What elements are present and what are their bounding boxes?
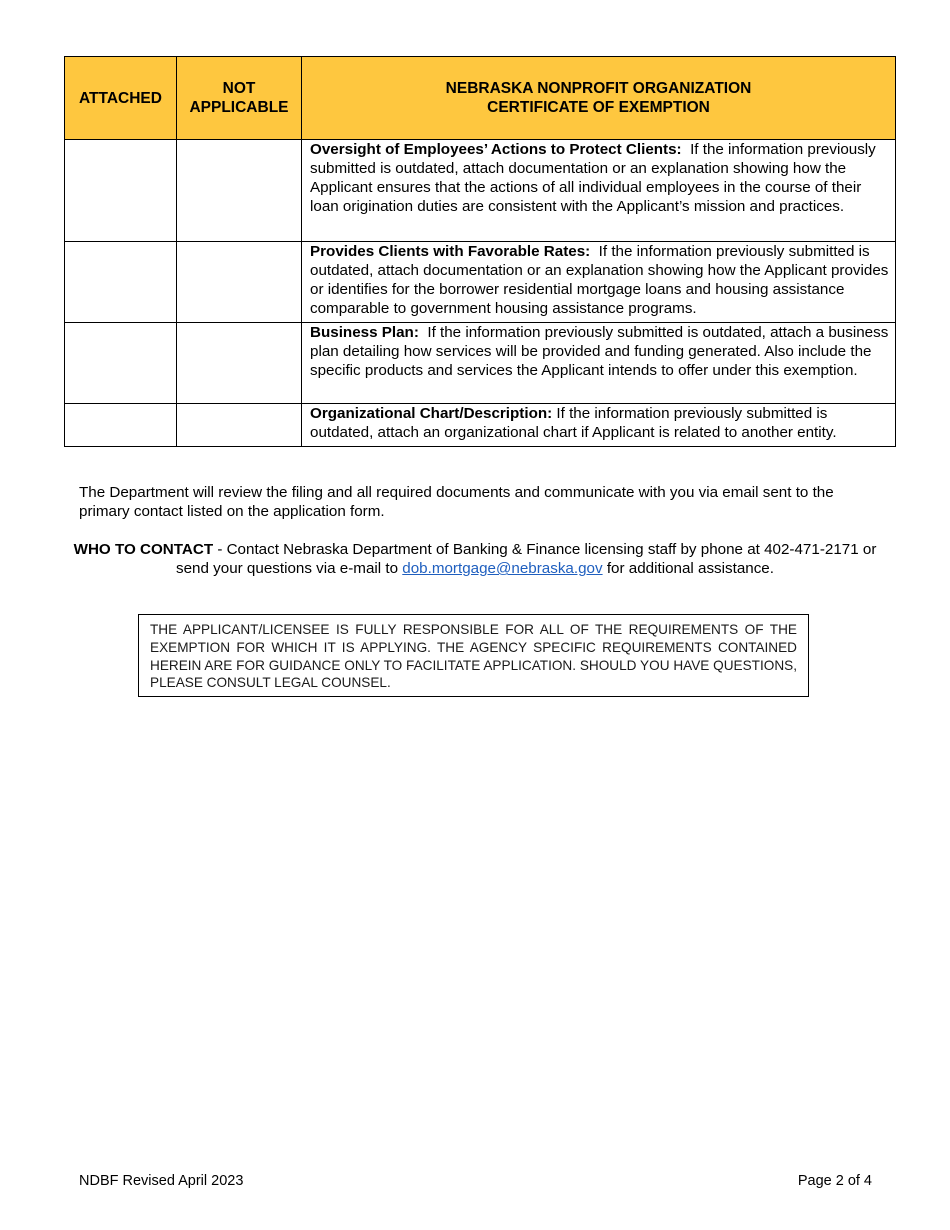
requirement-text: If the information previously submitted is outdated, attach documentation or an explanation showing how the Applicant ensures that the actions of all individual employees in the course of their loan origination duties are consistent with the Applicant’s mission and practices. [310, 141, 876, 215]
requirement-description [302, 323, 896, 404]
attached-column-header [65, 57, 177, 140]
requirement-title: Organizational Chart/Description: [310, 405, 553, 422]
not-applicable-checkbox-cell[interactable] [177, 404, 302, 447]
not-applicable-header-line2: APPLICABLE [189, 99, 289, 116]
requirement-description [302, 242, 896, 323]
table-row [65, 323, 896, 404]
legal-disclaimer-box: THE APPLICANT/LICENSEE IS FULLY RESPONSIBLE FOR ALL OF THE REQUIREMENTS OF THE EXEMPTION FOR WHICH IT IS APPLYING. THE AGENCY SPECIFIC REQUIREMENTS CONTAINED HEREIN ARE FOR GUIDANCE ONLY TO FACILITATE APPLICATION. SHOULD YOU HAVE QUESTIONS, PLEASE CONSULT LEGAL COUNSEL. [138, 614, 809, 697]
requirement-title: Provides Clients with Favorable Rates: [310, 243, 591, 260]
contact-email-link[interactable]: dob.mortgage@nebraska.gov [402, 560, 603, 578]
requirements-table [64, 56, 896, 447]
contact-label: WHO TO CONTACT [73, 541, 214, 559]
requirement-title: Oversight of Employees’ Actions to Protect Clients: [310, 141, 682, 158]
requirement-description [302, 404, 896, 447]
not-applicable-checkbox-cell[interactable] [177, 140, 302, 242]
attached-checkbox-cell[interactable] [65, 242, 177, 323]
review-paragraph: The Department will review the filing and all required documents and communicate with you via email sent to the primary contact listed on the application form. [79, 484, 834, 521]
not-applicable-checkbox-cell[interactable] [177, 323, 302, 404]
table-header-row [65, 57, 896, 140]
attached-header-label: ATTACHED [79, 89, 162, 107]
not-applicable-column-header [177, 57, 302, 140]
footer-revision: NDBF Revised April 2023 [79, 1173, 244, 1189]
table-row [65, 242, 896, 323]
attached-checkbox-cell[interactable] [65, 140, 177, 242]
exemption-title-line1: NEBRASKA NONPROFIT ORGANIZATION [445, 80, 752, 97]
requirement-text: If the information previously submitted is outdated, attach an organizational chart if Applicant is related to another entity. [310, 405, 837, 441]
table-row [65, 404, 896, 447]
attached-checkbox-cell[interactable] [65, 323, 177, 404]
attached-checkbox-cell[interactable] [65, 404, 177, 447]
table-row [65, 140, 896, 242]
exemption-title-line2: CERTIFICATE OF EXEMPTION [487, 99, 710, 116]
not-applicable-header-line1: NOT [222, 80, 256, 97]
requirement-text: If the information previously submitted is outdated, attach a business plan detailing how services will be provided and funding generated. Also include the specific products and services the Applicant intends to offer under this exemption. [310, 324, 889, 379]
footer-page-number: Page 2 of 4 [797, 1173, 872, 1189]
requirement-title: Business Plan: [310, 324, 419, 341]
contact-paragraph [60, 540, 890, 578]
requirement-description [302, 140, 896, 242]
exemption-title-header [302, 57, 896, 140]
not-applicable-checkbox-cell[interactable] [177, 242, 302, 323]
contact-text: - Contact Nebraska Department of Banking & Finance licensing staff by phone at 402-471-2171 or send your questions via e-mail to [176, 541, 877, 578]
contact-text-after: for additional assistance. [602, 560, 774, 578]
requirement-text: If the information previously submitted is outdated, attach documentation or an explanation showing how the Applicant provides or identifies for the borrower residential mortgage loans and housing assistance comparable to government housing assistance programs. [310, 243, 889, 317]
